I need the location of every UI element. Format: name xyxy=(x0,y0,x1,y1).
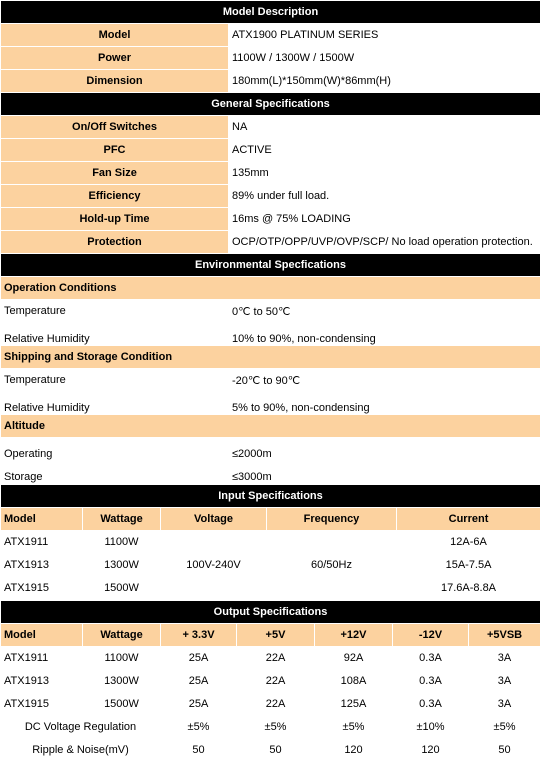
table-row xyxy=(1,647,540,670)
cell-3v3: 25A xyxy=(161,670,237,693)
table-row xyxy=(1,531,540,554)
spec-row xyxy=(1,139,540,162)
spec-row xyxy=(1,24,540,47)
spec-value: OCP/OTP/OPP/UVP/OVP/SCP/ No load operation protection. xyxy=(229,231,540,254)
section-title: Model Description xyxy=(1,1,540,24)
cell-current: 15A-7.5A xyxy=(397,554,540,577)
section-header-environmental xyxy=(1,254,540,277)
cell-model: ATX1911 xyxy=(1,647,83,670)
input-spec-table xyxy=(0,484,540,600)
spec-label: Efficiency xyxy=(1,185,229,208)
cell-neg12v: 0.3A xyxy=(393,670,469,693)
col-header-frequency: Frequency xyxy=(267,508,397,531)
col-header-neg12v: -12V xyxy=(393,624,469,647)
cell-5vsb: 3A xyxy=(469,693,540,716)
env-row xyxy=(1,300,540,323)
spec-value: 89% under full load. xyxy=(229,185,540,208)
ripple-value: 120 xyxy=(315,739,393,762)
env-row xyxy=(1,369,540,392)
spec-value: ACTIVE xyxy=(229,139,540,162)
regulation-row xyxy=(1,716,540,739)
regulation-label: DC Voltage Regulation xyxy=(1,716,161,739)
spec-row xyxy=(1,162,540,185)
env-label: Temperature xyxy=(1,369,229,392)
env-value: 5% to 90%, non-condensing xyxy=(229,392,540,415)
env-label: Temperature xyxy=(1,300,229,323)
regulation-value: ±5% xyxy=(469,716,540,739)
spec-label: Dimension xyxy=(1,70,229,93)
spec-value: 16ms @ 75% LOADING xyxy=(229,208,540,231)
section-title: Input Specifications xyxy=(1,485,540,508)
spec-label: Hold-up Time xyxy=(1,208,229,231)
env-row xyxy=(1,461,540,484)
spec-row xyxy=(1,185,540,208)
cell-3v3: 25A xyxy=(161,693,237,716)
cell-model: ATX1915 xyxy=(1,577,83,600)
col-header-3v3: + 3.3V xyxy=(161,624,237,647)
ripple-value: 50 xyxy=(237,739,315,762)
section-header-general xyxy=(1,93,540,116)
cell-5v: 22A xyxy=(237,647,315,670)
cell-12v: 92A xyxy=(315,647,393,670)
ripple-row xyxy=(1,739,540,762)
spec-row xyxy=(1,116,540,139)
col-header-wattage: Wattage xyxy=(83,508,161,531)
table-row xyxy=(1,693,540,716)
cell-current: 12A-6A xyxy=(397,531,540,554)
spec-value: 1100W / 1300W / 1500W xyxy=(229,47,540,70)
subsection-header-shipping xyxy=(1,346,540,369)
cell-model: ATX1915 xyxy=(1,693,83,716)
col-header-5v: +5V xyxy=(237,624,315,647)
cell-model: ATX1913 xyxy=(1,670,83,693)
spec-label: Power xyxy=(1,47,229,70)
spec-label: PFC xyxy=(1,139,229,162)
cell-model: ATX1913 xyxy=(1,554,83,577)
spec-value: 180mm(L)*150mm(W)*86mm(H) xyxy=(229,70,540,93)
spec-label: On/Off Switches xyxy=(1,116,229,139)
spec-label: Model xyxy=(1,24,229,47)
env-label: Operating xyxy=(1,438,229,461)
cell-5vsb: 3A xyxy=(469,670,540,693)
env-row xyxy=(1,323,540,346)
cell-wattage: 1500W xyxy=(83,693,161,716)
regulation-value: ±5% xyxy=(315,716,393,739)
col-header-wattage: Wattage xyxy=(83,624,161,647)
ripple-value: 50 xyxy=(161,739,237,762)
subsection-title: Altitude xyxy=(1,415,540,438)
cell-5vsb: 3A xyxy=(469,647,540,670)
env-label: Relative Humidity xyxy=(1,323,229,346)
col-header-12v: +12V xyxy=(315,624,393,647)
env-label: Storage xyxy=(1,461,229,484)
table-row xyxy=(1,670,540,693)
output-spec-table xyxy=(0,600,540,762)
cell-wattage: 1100W xyxy=(83,531,161,554)
subsection-title: Operation Conditions xyxy=(1,277,540,300)
section-title: Output Specifications xyxy=(1,601,540,624)
env-row xyxy=(1,392,540,415)
regulation-value: ±5% xyxy=(161,716,237,739)
ripple-value: 50 xyxy=(469,739,540,762)
env-value: ≤2000m xyxy=(229,438,540,461)
cell-12v: 108A xyxy=(315,670,393,693)
section-header-input xyxy=(1,485,540,508)
cell-current: 17.6A-8.8A xyxy=(397,577,540,600)
spec-value: NA xyxy=(229,116,540,139)
env-value: 10% to 90%, non-condensing xyxy=(229,323,540,346)
cell-wattage: 1300W xyxy=(83,554,161,577)
col-header-model: Model xyxy=(1,624,83,647)
section-header-model-description xyxy=(1,1,540,24)
cell-3v3: 25A xyxy=(161,647,237,670)
cell-neg12v: 0.3A xyxy=(393,647,469,670)
spec-row xyxy=(1,70,540,93)
subsection-header-operation xyxy=(1,277,540,300)
env-value: ≤3000m xyxy=(229,461,540,484)
regulation-value: ±5% xyxy=(237,716,315,739)
cell-wattage: 1500W xyxy=(83,577,161,600)
cell-voltage: 100V-240V xyxy=(161,531,267,600)
spec-value: ATX1900 PLATINUM SERIES xyxy=(229,24,540,47)
env-label: Relative Humidity xyxy=(1,392,229,415)
col-header-5vsb: +5VSB xyxy=(469,624,540,647)
spec-label: Protection xyxy=(1,231,229,254)
subsection-title: Shipping and Storage Condition xyxy=(1,346,540,369)
output-column-headers xyxy=(1,624,540,647)
section-title: General Specifications xyxy=(1,93,540,116)
spec-row xyxy=(1,208,540,231)
cell-neg12v: 0.3A xyxy=(393,693,469,716)
input-column-headers xyxy=(1,508,540,531)
ripple-label: Ripple & Noise(mV) xyxy=(1,739,161,762)
col-header-model: Model xyxy=(1,508,83,531)
regulation-value: ±10% xyxy=(393,716,469,739)
cell-wattage: 1100W xyxy=(83,647,161,670)
spec-value: 135mm xyxy=(229,162,540,185)
spec-row xyxy=(1,47,540,70)
col-header-current: Current xyxy=(397,508,540,531)
section-header-output xyxy=(1,601,540,624)
col-header-voltage: Voltage xyxy=(161,508,267,531)
subsection-header-altitude xyxy=(1,415,540,438)
env-row xyxy=(1,438,540,461)
env-value: -20℃ to 90℃ xyxy=(229,369,540,392)
spec-label: Fan Size xyxy=(1,162,229,185)
cell-12v: 125A xyxy=(315,693,393,716)
cell-frequency: 60/50Hz xyxy=(267,531,397,600)
cell-5v: 22A xyxy=(237,670,315,693)
spec-row xyxy=(1,231,540,254)
cell-wattage: 1300W xyxy=(83,670,161,693)
cell-5v: 22A xyxy=(237,693,315,716)
env-value: 0℃ to 50℃ xyxy=(229,300,540,323)
ripple-value: 120 xyxy=(393,739,469,762)
cell-model: ATX1911 xyxy=(1,531,83,554)
section-title: Environmental Specfications xyxy=(1,254,540,277)
